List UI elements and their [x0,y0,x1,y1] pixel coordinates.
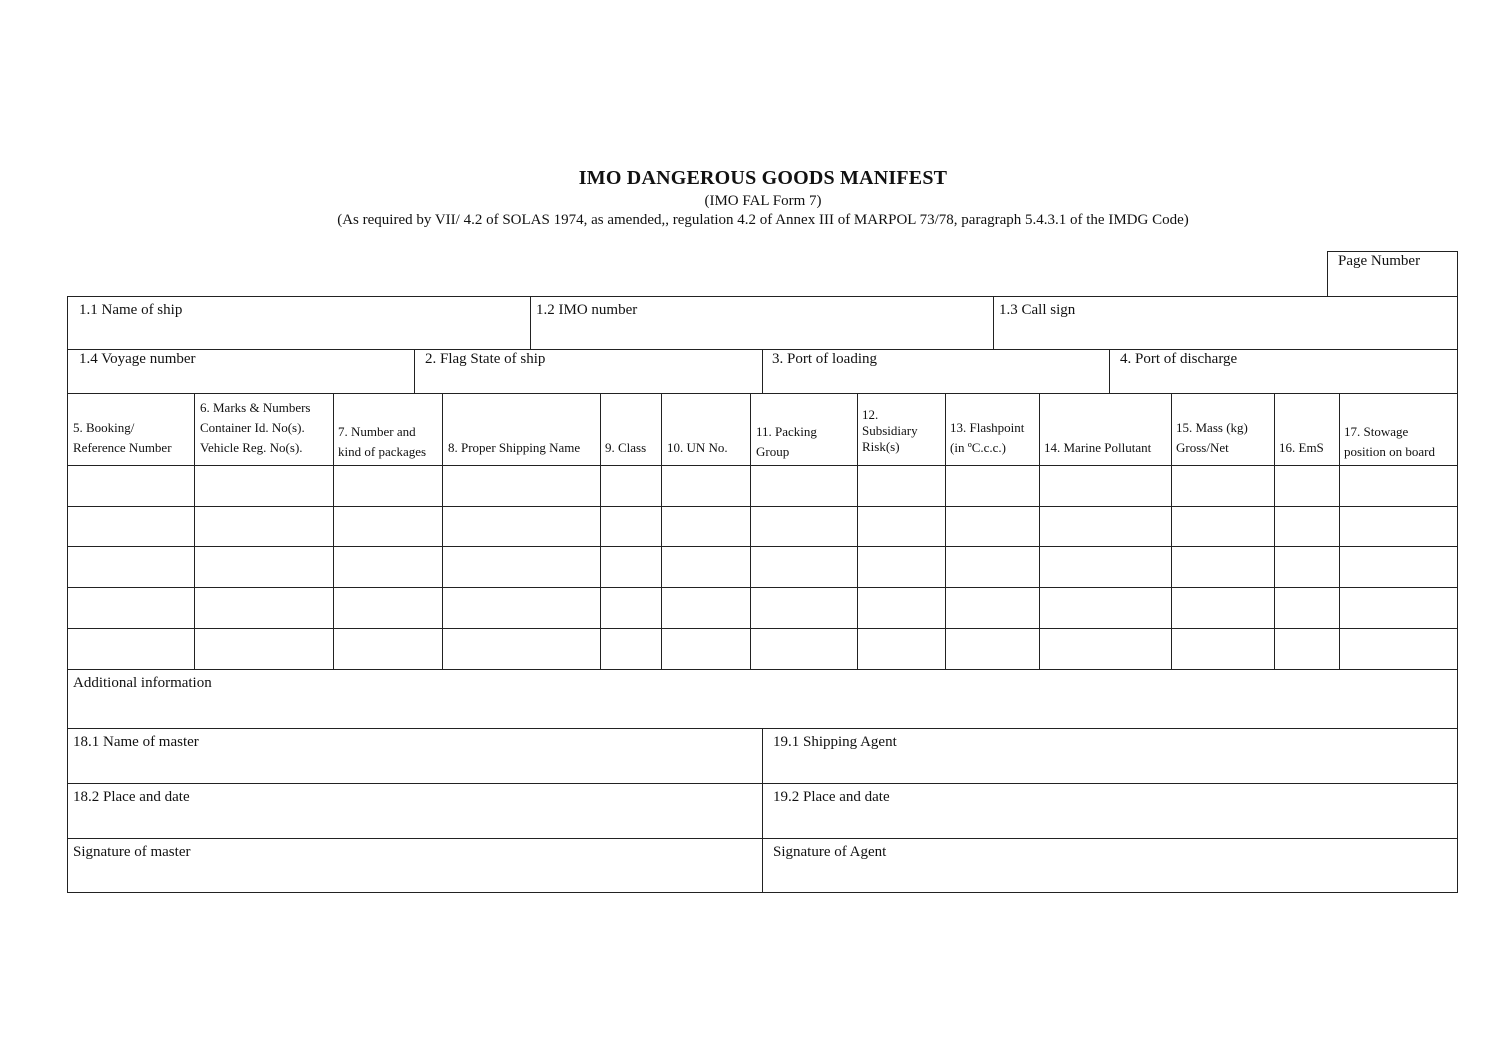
call-sign-label: 1.3 Call sign [999,302,1076,318]
table-row[interactable] [68,466,1457,506]
header-proper-shipping-name: 8. Proper Shipping Name [448,440,581,455]
master-place-date-label: 18.2 Place and date [73,789,190,805]
form-title: IMO DANGEROUS GOODS MANIFEST [578,167,948,189]
additional-information-field[interactable] [68,670,1457,728]
regulation-note: (As required by VII/ 4.2 of SOLAS 1974, as amended,, regulation 4.2 of Annex III of MARPOL 73/78, paragraph 5.4.3.1 of the IMDG Code) [337,212,1189,228]
call-sign-field[interactable] [994,297,1457,349]
header-number-kind-packages: 7. Number and kind of packages [338,424,427,459]
header-class: 9. Class [605,440,647,455]
form-subtitle: (IMO FAL Form 7) [704,193,822,209]
header-mass: 15. Mass (kg) Gross/Net [1176,420,1248,455]
additional-information-label: Additional information [73,675,212,691]
agent-signature-field[interactable] [763,839,1457,892]
master-name-label: 18.1 Name of master [73,734,199,750]
ship-name-field[interactable] [68,297,530,349]
page-number-label: Page Number [1338,253,1421,269]
master-place-date-field[interactable] [68,784,762,838]
master-name-field[interactable] [68,729,762,783]
agent-signature-label: Signature of Agent [773,844,887,860]
header-un-no: 10. UN No. [667,440,728,455]
header-subsidiary-risks: 12. Subsidiary Risk(s) [862,407,918,454]
agent-place-date-label: 19.2 Place and date [773,789,890,805]
imo-number-field[interactable] [531,297,993,349]
port-of-discharge-label: 4. Port of discharge [1120,351,1238,367]
flag-state-field[interactable] [415,350,762,394]
voyage-number-field[interactable] [68,350,414,394]
header-booking-ref: 5. Booking/ Reference Number [73,420,172,455]
table-row[interactable] [68,507,1457,546]
header-stowage-position: 17. Stowage position on board [1344,424,1435,459]
header-marks-numbers: 6. Marks & Numbers Container Id. No(s). Vehicle Reg. No(s). [200,400,311,455]
port-of-loading-label: 3. Port of loading [772,351,877,367]
page-number-box[interactable] [1327,251,1458,297]
shipping-agent-field[interactable] [763,729,1457,783]
agent-place-date-field[interactable] [763,784,1457,838]
master-signature-label: Signature of master [73,844,191,860]
table-row[interactable] [68,547,1457,587]
header-packing-group: 11. Packing Group [756,424,817,459]
header-marine-pollutant: 14. Marine Pollutant [1044,440,1152,455]
imo-number-label: 1.2 IMO number [536,302,638,318]
header-flashpoint: 13. Flashpoint (in ºC.c.c.) [950,420,1025,455]
port-of-discharge-field[interactable] [1110,350,1457,394]
header-ems: 16. EmS [1279,440,1324,455]
table-row[interactable] [68,629,1457,669]
flag-state-label: 2. Flag State of ship [425,351,546,367]
table-row[interactable] [68,588,1457,628]
voyage-number-label: 1.4 Voyage number [79,351,196,367]
ship-name-label: 1.1 Name of ship [79,302,183,318]
master-signature-field[interactable] [68,839,762,892]
shipping-agent-label: 19.1 Shipping Agent [773,734,897,750]
port-of-loading-field[interactable] [763,350,1109,394]
